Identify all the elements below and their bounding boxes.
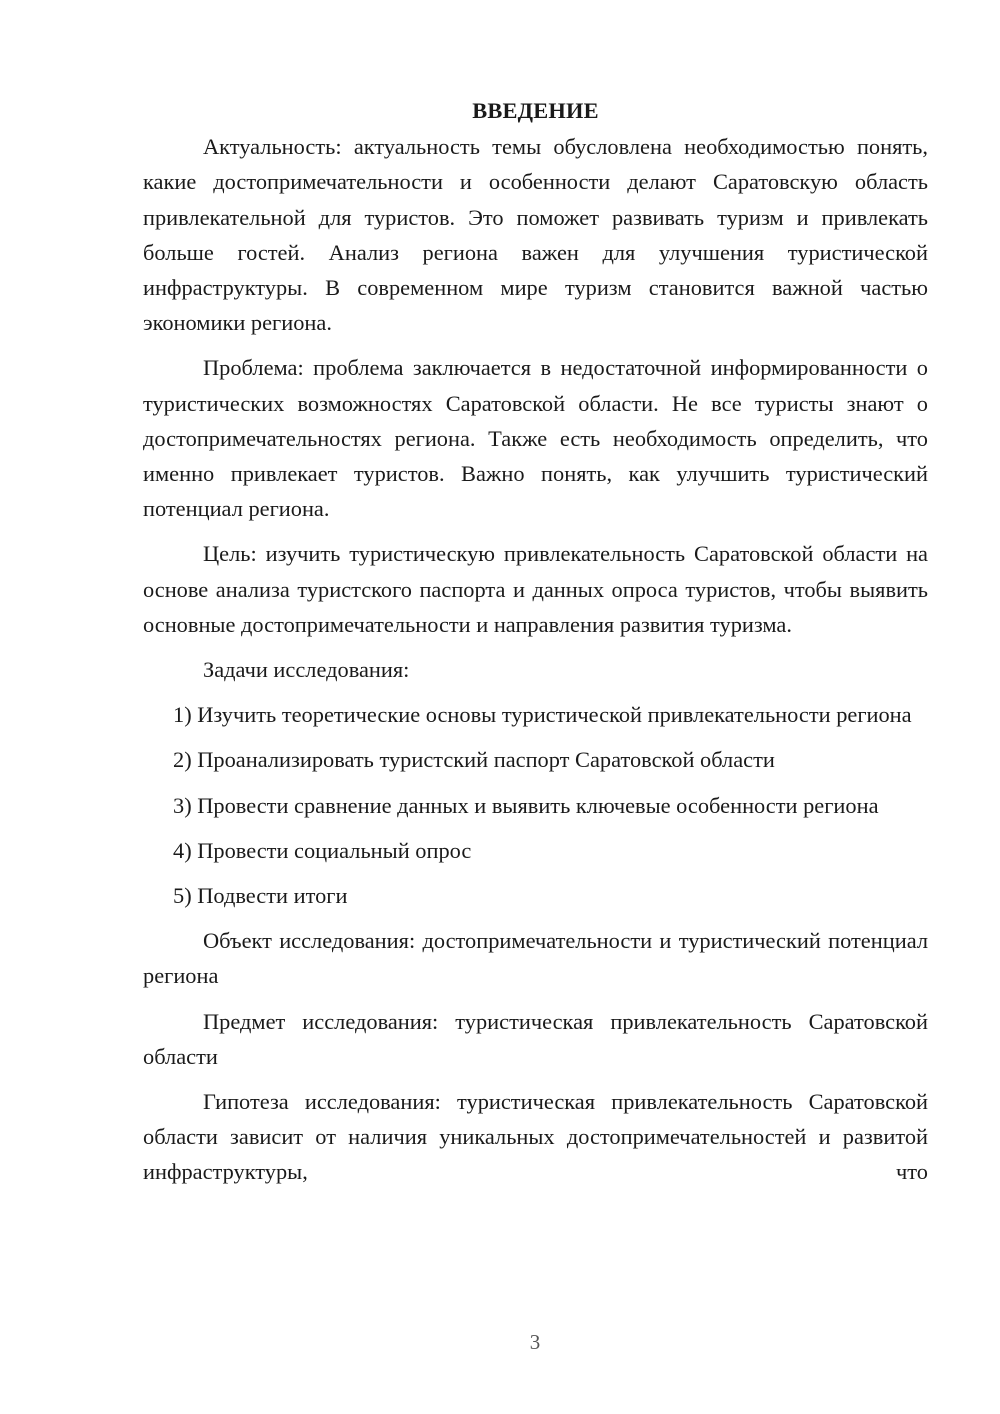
page-content bbox=[143, 93, 928, 1200]
task-item-4: 4) Провести социальный опрос bbox=[173, 837, 472, 863]
object-paragraph: Объект исследования: достопримечательности и туристический потенциал региона bbox=[143, 928, 928, 989]
subject-paragraph: Предмет исследования: туристическая привлекательность Саратовской области bbox=[143, 1008, 928, 1069]
page-number: 3 bbox=[529, 1330, 541, 1354]
tasks-heading: Задачи исследования: bbox=[203, 657, 410, 683]
goal-paragraph: Цель: изучить туристическую привлекательность Саратовской области на основе анализа туристского паспорта и данных опроса туристов, чтобы выявить основные достопримечательности и направления развития туризма. bbox=[143, 541, 928, 637]
section-title: ВВЕДЕНИЕ bbox=[472, 98, 599, 123]
hypothesis-paragraph: Гипотеза исследования: туристическая привлекательность Саратовской области зависит от наличия уникальных достопримечательностей и развитой инфраструктуры, что bbox=[143, 1089, 928, 1185]
task-item-5: 5) Подвести итоги bbox=[173, 883, 348, 909]
task-item-3: 3) Провести сравнение данных и выявить ключевые особенности региона bbox=[173, 792, 879, 818]
task-item-2: 2) Проанализировать туристский паспорт Саратовской области bbox=[173, 747, 775, 773]
task-item-1: 1) Изучить теоретические основы туристической привлекательности региона bbox=[173, 702, 912, 728]
problem-paragraph: Проблема: проблема заключается в недостаточной информированности о туристических возможностях Саратовской области. Не все туристы знают о достопримечательностях региона. Также есть необходимость определить, что именно привлекает туристов. Важно понять, как улучшить туристический потенциал региона. bbox=[143, 355, 928, 522]
relevance-paragraph: Актуальность: актуальность темы обусловлена необходимостью понять, какие достопримечательности и особенности делают Саратовскую область привлекательной для туристов. Это поможет развивать туризм и привлекать больше гостей. Анализ региона важен для улучшения туристической инфраструктуры. В современном мире туризм становится важной частью экономики региона. bbox=[143, 134, 928, 336]
